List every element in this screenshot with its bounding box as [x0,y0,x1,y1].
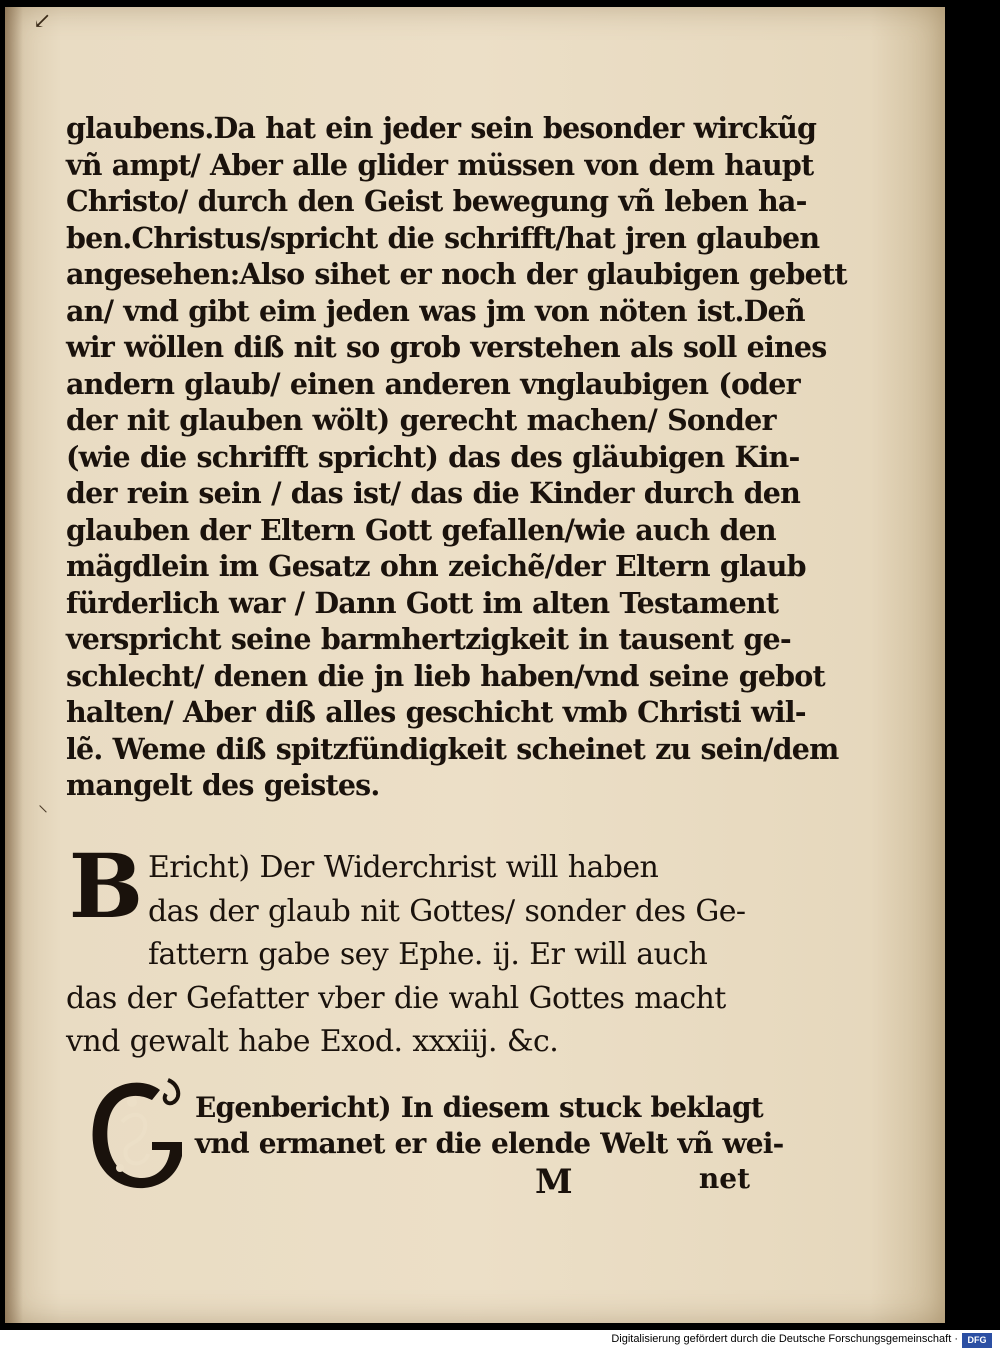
text-line: fürderlich war / Dann Gott im alten Testament [66,585,779,620]
dfg-logo-icon: DFG [962,1333,992,1348]
text-line: mägdlein im Gesatz ohn zeichẽ/der Eltern glaub [66,549,806,583]
paragraph-main [66,110,847,804]
text-line: vnd ermanet er die elende Welt vñ wei- [195,1127,784,1160]
text-line: an/ vnd gibt eim jeden was jm von nöten ist.Deñ [66,293,805,328]
catchword: net [698,1162,750,1195]
text-line: vñ ampt/ Aber alle glider müssen von dem haupt [66,147,814,182]
text-line: Egenbericht) In diesem stuck beklagt [195,1091,763,1124]
text-line: glauben der Eltern Gott gefallen/wie auch den [66,512,776,547]
text-line: der nit glauben wölt) gerecht machen/ Sonder [66,403,776,437]
text-line: glaubens.Da hat ein jeder sein besonder wirckũg [66,111,817,145]
text-line: ben.Christus/spricht die schrifft/hat jren glauben [66,220,820,255]
page-foot-row [195,1162,750,1202]
ornamental-initial-g [82,1072,192,1197]
text-line: andern glaub/ einen anderen vnglaubigen (oder [66,366,800,401]
margin-tick: ⸜ [38,792,48,816]
text-line: Ericht) Der Widerchrist will haben [148,850,659,885]
footer-bar [0,1330,1000,1352]
text-line: schlecht/ denen die jn lieb haben/vnd seine gebot [66,658,825,693]
text-line: Christo/ durch den Geist bewegung vñ leben ha- [66,184,807,218]
text-line: das der Gefatter vber die wahl Gottes macht [66,980,726,1016]
text-line: verspricht seine barmhertzigkeit in tausent ge- [66,622,791,656]
drop-cap-b: B [68,834,144,938]
text-line: das der glaub nit Gottes/ sonder des Ge- [148,893,746,929]
text-line: fattern gabe sey Ephe. ij. Er will auch [148,937,708,972]
paragraph-gegenbericht [195,1090,784,1162]
text-line: vnd gewalt habe Exod. xxxiij. &c. [66,1024,559,1059]
signature-mark: M [535,1162,573,1202]
text-line: wir wöllen diß nit so grob verstehen als soll eines [66,330,827,364]
text-line: mangelt des geistes. [66,768,380,802]
text-line: halten/ Aber diß alles geschicht vmb Christi wil- [66,695,806,729]
text-line: lẽ. Weme diß spitzfündigkeit scheinet zu sein/dem [66,731,839,766]
text-line: (wie die schrifft spricht) das des gläubigen Kin- [66,439,800,474]
corner-mark: ↙ [33,9,52,34]
text-line: der rein sein / das ist/ das die Kinder durch den [66,476,801,510]
text-line: angesehen:Also sihet er noch der glaubigen gebett [66,257,847,291]
spine-shadow [5,7,23,1323]
paragraph-bericht [66,834,746,1064]
footer-credit: Digitalisierung gefördert durch die Deutsche Forschungsgemeinschaft · [611,1333,958,1345]
